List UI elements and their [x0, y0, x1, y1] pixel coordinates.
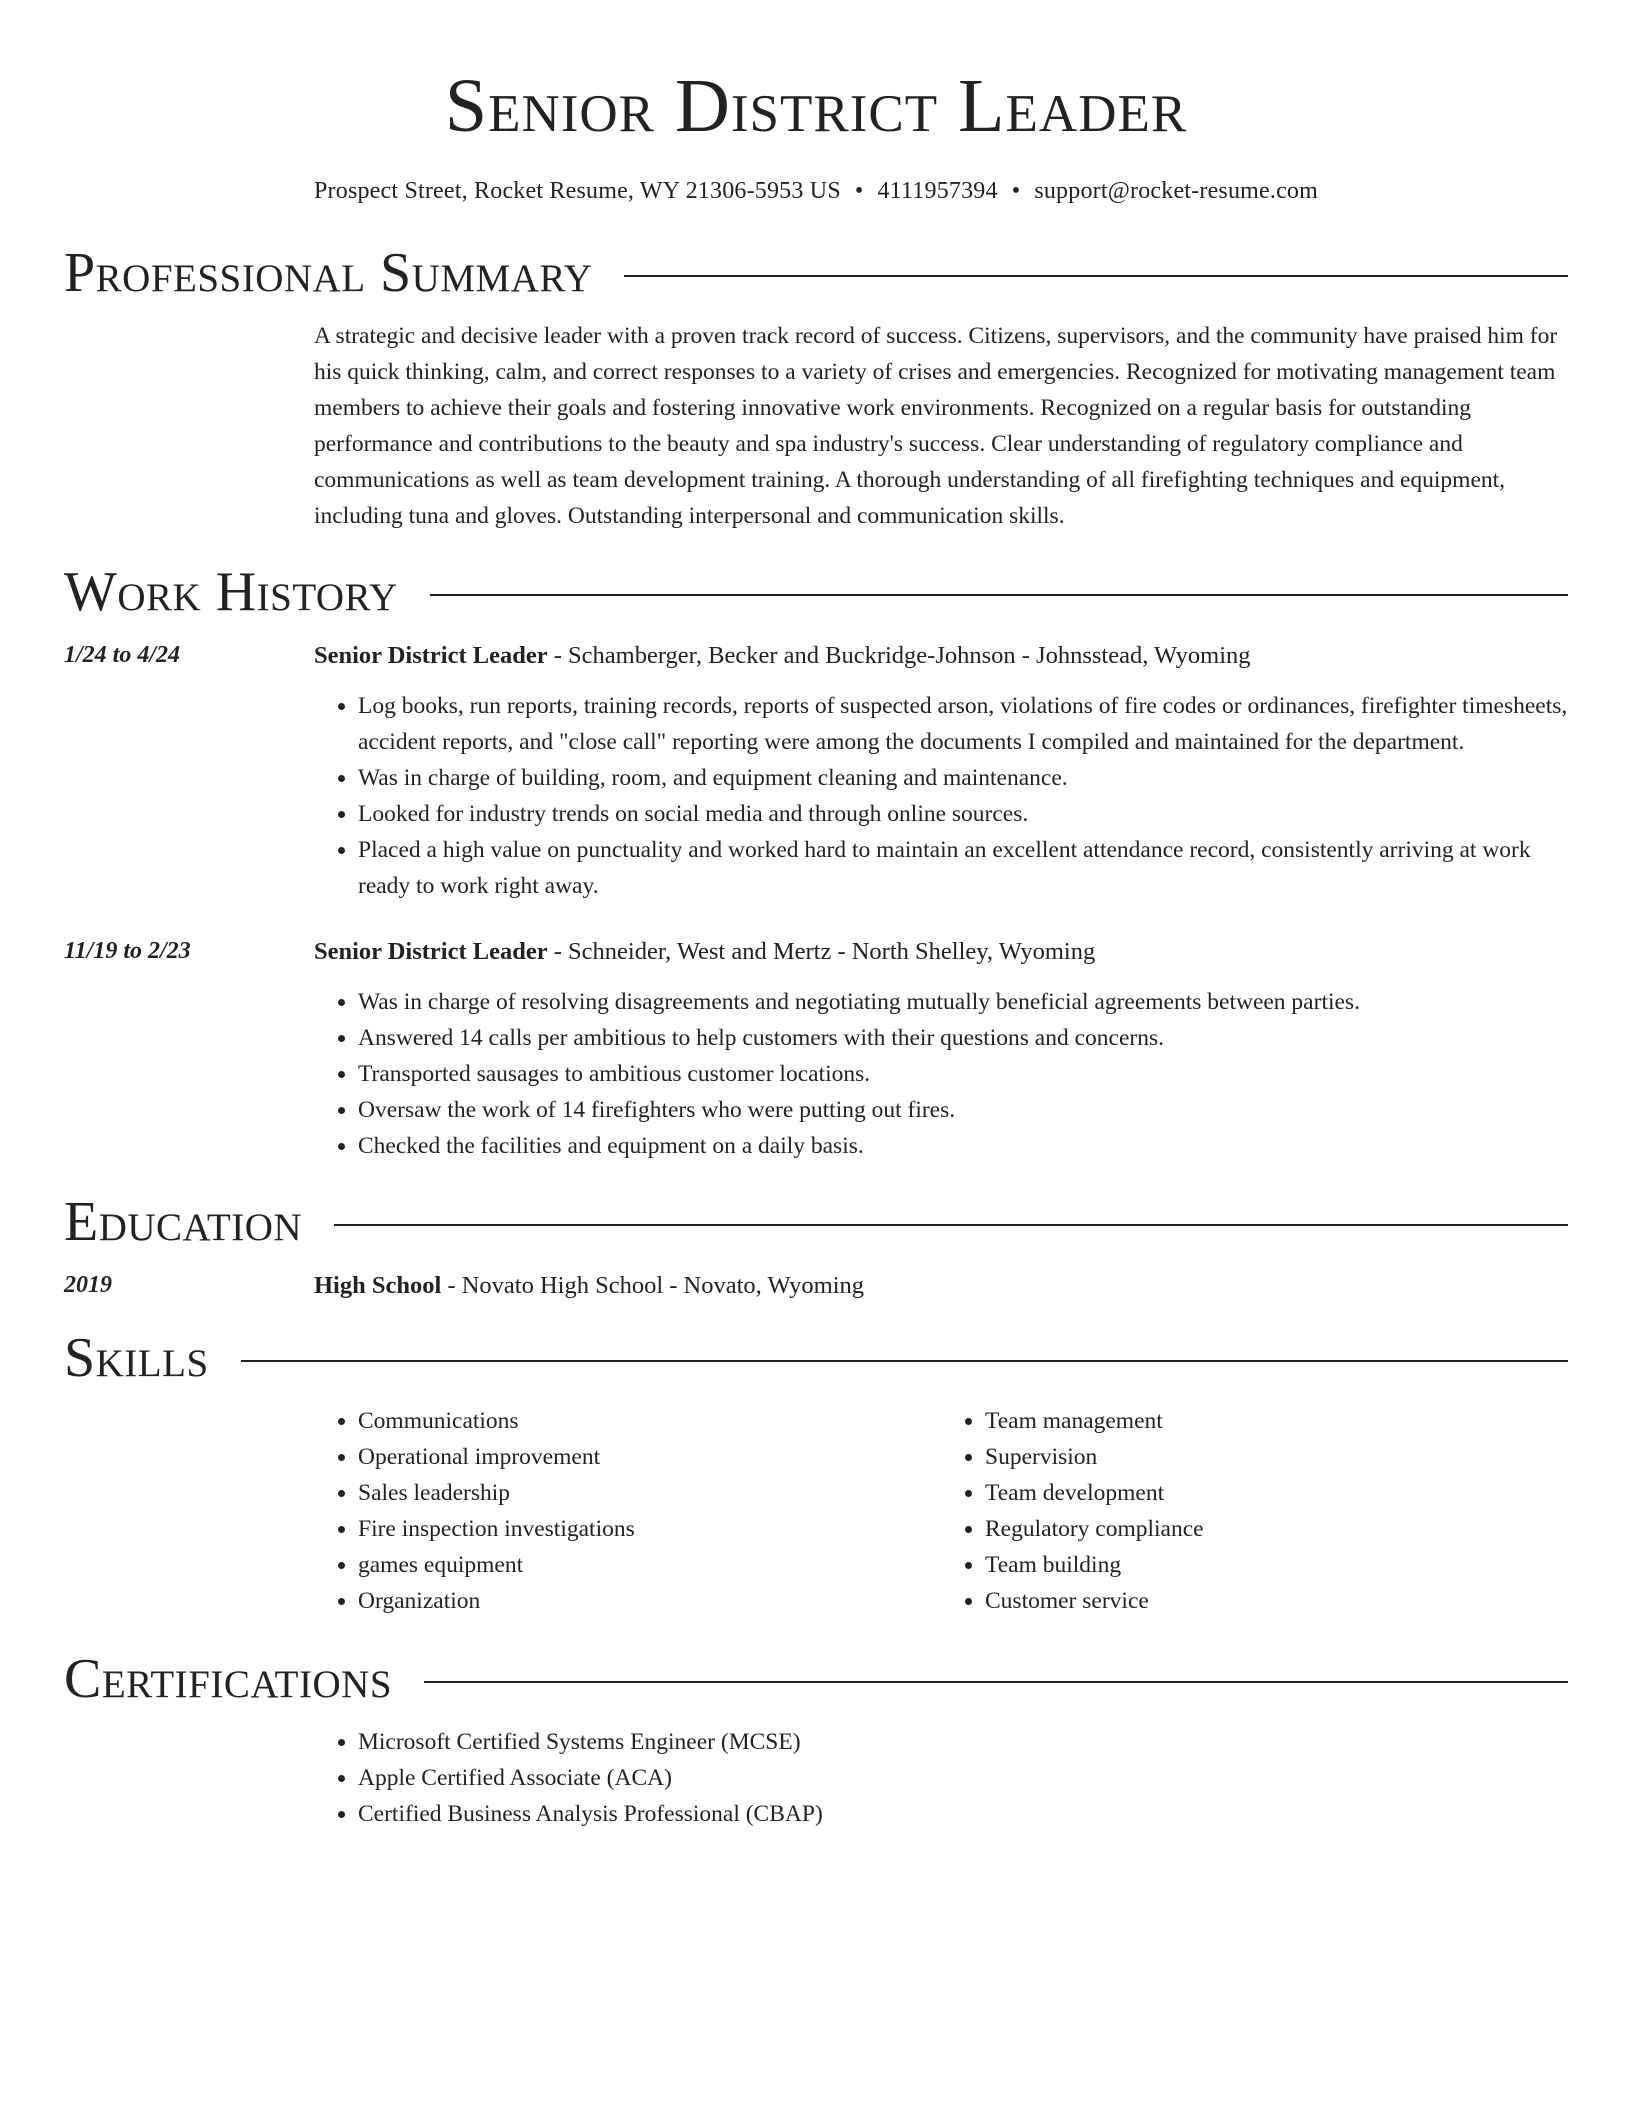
work-heading — [64, 561, 1568, 623]
list-item: • Team management — [985, 1403, 1568, 1439]
list-item: • Organization — [358, 1583, 941, 1619]
certifications-list — [314, 1724, 1568, 1832]
job-entry — [64, 938, 1568, 1164]
education-details: - Novato High School - Novato, Wyoming — [441, 1272, 865, 1299]
work-title: Work History — [64, 561, 398, 623]
skills-list — [314, 1403, 1568, 1619]
list-item: • Operational improvement — [358, 1439, 941, 1475]
list-item: • Sales leadership — [358, 1475, 941, 1511]
education-role — [314, 1272, 864, 1300]
list-item: • Certified Business Analysis Professional (CBAP) — [358, 1796, 1568, 1832]
list-item: • Answered 14 calls per ambitious to help customers with their questions and concerns. — [358, 1020, 1568, 1056]
job-title: Senior District Leader — [314, 642, 548, 669]
skills-column-left — [314, 1403, 941, 1619]
list-item: • Was in charge of resolving disagreements and negotiating mutually beneficial agreements between parties. — [358, 984, 1568, 1020]
list-item: • Communications — [358, 1403, 941, 1439]
certifications-heading — [64, 1648, 1568, 1710]
section-rule — [624, 275, 1568, 277]
list-item: • Fire inspection investigations — [358, 1511, 941, 1547]
list-item: • Customer service — [985, 1583, 1568, 1619]
list-item: • Team development — [985, 1475, 1568, 1511]
education-title: Education — [64, 1191, 303, 1253]
education-heading — [64, 1191, 1568, 1253]
education-entry — [64, 1272, 1568, 1300]
summary-heading — [64, 242, 1568, 304]
contact-email: support@rocket-resume.com — [1034, 178, 1318, 204]
education-year: 2019 — [64, 1272, 112, 1298]
list-item: • Checked the facilities and equipment on a daily basis. — [358, 1128, 1568, 1164]
list-item: • Looked for industry trends on social media and through online sources. — [358, 796, 1568, 832]
section-rule — [241, 1360, 1568, 1362]
job-details: - Schneider, West and Mertz - North Shelley, Wyoming — [547, 938, 1096, 965]
job-title: Senior District Leader — [314, 938, 548, 965]
contact-line — [64, 178, 1568, 205]
contact-separator: • — [854, 178, 864, 204]
job-header — [64, 938, 1568, 966]
list-item: • Microsoft Certified Systems Engineer (MCSE) — [358, 1724, 1568, 1760]
list-item: • games equipment — [358, 1547, 941, 1583]
contact-separator: • — [1011, 178, 1021, 204]
certifications-title: Certifications — [64, 1648, 393, 1710]
resume-name: Senior District Leader — [444, 64, 1188, 148]
job-dates: 1/24 to 4/24 — [64, 642, 181, 668]
list-item: • Team building — [985, 1547, 1568, 1583]
skills-heading — [64, 1327, 1568, 1389]
list-item: • Was in charge of building, room, and equipment cleaning and maintenance. — [358, 760, 1568, 796]
list-item: • Oversaw the work of 14 firefighters who were putting out fires. — [358, 1092, 1568, 1128]
list-item: • Apple Certified Associate (ACA) — [358, 1760, 1568, 1796]
section-rule — [334, 1224, 1568, 1226]
summary-section — [314, 318, 1568, 534]
list-item: • Transported sausages to ambitious customer locations. — [358, 1056, 1568, 1092]
contact-address: Prospect Street, Rocket Resume, WY 21306-5953 US — [314, 178, 841, 204]
skills-title: Skills — [64, 1327, 209, 1389]
list-item: • Regulatory compliance — [985, 1511, 1568, 1547]
job-dates: 11/19 to 2/23 — [64, 938, 191, 964]
job-entry — [64, 642, 1568, 904]
job-details: - Schamberger, Becker and Buckridge-Johnson - Johnsstead, Wyoming — [547, 642, 1251, 669]
job-header — [64, 642, 1568, 670]
list-item: • Supervision — [985, 1439, 1568, 1475]
job-role — [314, 642, 1251, 670]
job-role — [314, 938, 1095, 966]
section-rule — [424, 1681, 1568, 1683]
job-bullets — [314, 984, 1568, 1164]
job-bullets — [314, 688, 1568, 904]
list-item: • Placed a high value on punctuality and worked hard to maintain an excellent attendance record, consistently arriving at work ready to work right away. — [358, 832, 1568, 904]
contact-phone: 4111957394 — [877, 178, 998, 204]
skills-column-right — [941, 1403, 1568, 1619]
summary-title: Professional Summary — [64, 242, 593, 304]
summary-text: A strategic and decisive leader with a proven track record of success. Citizens, supervisors, and the community have praised him for his quick thinking, calm, and correct responses to a variety of crises and emergencies. Recognized for motivating management team members to achieve their goals and fostering innovative work environments. Recognized on a regular basis for outstanding performance and contributions to the beauty and spa industry's success. Clear understanding of regulatory compliance and communications as well as team development training. A thorough understanding of all firefighting techniques and equipment, including tuna and gloves. Outstanding interpersonal and communication skills. — [314, 323, 1558, 529]
list-item: • Log books, run reports, training records, reports of suspected arson, violations of fire codes or ordinances, firefighter timesheets, accident reports, and "close call" reporting were among the documents I compiled and maintained for the department. — [358, 688, 1568, 760]
education-degree: High School — [314, 1272, 442, 1299]
section-rule — [430, 594, 1568, 596]
